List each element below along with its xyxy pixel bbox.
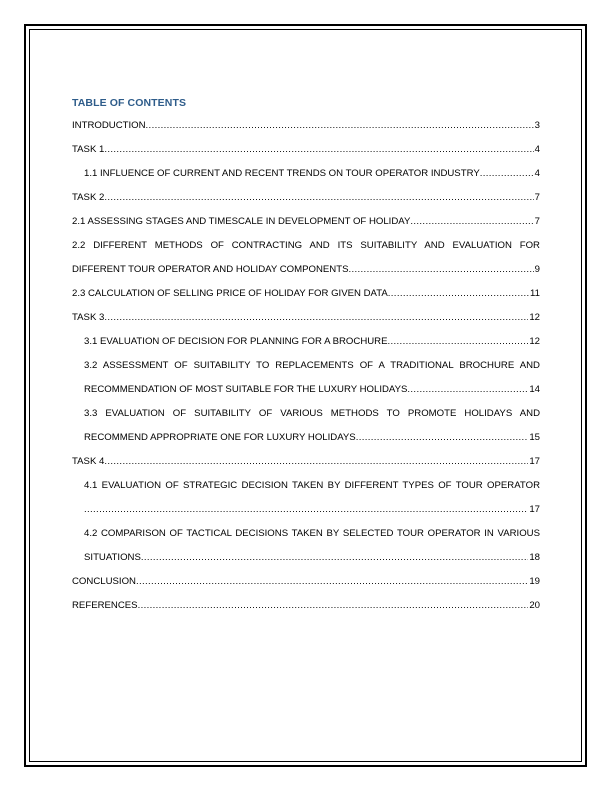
toc-entry-page: 4 [534, 144, 540, 155]
toc-entry-conclusion[interactable] [72, 570, 540, 594]
toc-entry-page: 7 [534, 192, 540, 203]
toc-entry-text: 1.1 INFLUENCE OF CURRENT AND RECENT TRENDS ON TOUR OPERATOR INDUSTRY [84, 168, 480, 179]
toc-entry-page: 19 [529, 576, 540, 587]
toc-entry-text: 2.1 ASSESSING STAGES AND TIMESCALE IN DEVELOPMENT OF HOLIDAY [72, 216, 411, 227]
toc-entry-page: 7 [534, 216, 540, 227]
toc-entry-page: 12 [529, 312, 540, 323]
toc-entry-text: SITUATIONS [84, 552, 141, 563]
toc-entry-text-line1: 4.2 COMPARISON OF TACTICAL DECISIONS TAKEN BY SELECTED TOUR OPERATOR IN VARIOUS [84, 528, 540, 539]
toc-entry-references[interactable] [72, 594, 540, 618]
dot-leader [146, 114, 534, 138]
toc-entry-text: DIFFERENT TOUR OPERATOR AND HOLIDAY COMPONENTS [72, 264, 349, 275]
toc-entry-page: 11 [530, 288, 540, 299]
toc-entry-page: 12 [529, 336, 540, 347]
toc-title: TABLE OF CONTENTS [72, 97, 187, 109]
dot-leader [388, 282, 529, 306]
dot-leader [138, 594, 529, 618]
dot-leader [480, 162, 534, 186]
toc-entry-2-3[interactable] [72, 282, 540, 306]
dot-leader [104, 186, 533, 210]
toc-entry-text: CONCLUSION [72, 576, 136, 587]
toc-entry-page: 9 [534, 264, 540, 275]
toc-entry-text-line1: 2.2 DIFFERENT METHODS OF CONTRACTING AND ITS SUITABILITY AND EVALUATION FOR [72, 240, 540, 251]
toc-entry-page: 20 [529, 600, 540, 611]
toc-entry-3-2[interactable] [72, 354, 540, 402]
toc-entry-task-1[interactable] [72, 138, 540, 162]
toc-entry-text: 3.1 EVALUATION OF DECISION FOR PLANNING FOR A BROCHURE [84, 336, 388, 347]
dot-leader [104, 450, 528, 474]
toc-entry-4-2[interactable] [72, 522, 540, 570]
toc-entry-page: 3 [534, 120, 540, 131]
toc-entry-text: TASK 4 [72, 456, 105, 467]
dot-leader [136, 570, 528, 594]
toc-entry-3-3[interactable] [72, 402, 540, 450]
toc-entry-task-4[interactable] [72, 450, 540, 474]
toc-entry-text: 2.3 CALCULATION OF SELLING PRICE OF HOLIDAY FOR GIVEN DATA [72, 288, 388, 299]
toc-entry-text: TASK 2 [72, 192, 105, 203]
toc-entry-4-1[interactable] [72, 474, 540, 522]
toc-entry-2-1[interactable] [72, 210, 540, 234]
dot-leader [410, 210, 533, 234]
toc-entry-1-1[interactable] [72, 162, 540, 186]
toc-entry-page: 17 [529, 504, 540, 515]
dot-leader [84, 498, 528, 522]
toc-entry-page: 17 [529, 456, 540, 467]
toc-entry-text: REFERENCES [72, 600, 138, 611]
table-of-contents [72, 96, 540, 618]
toc-entry-task-3[interactable] [72, 306, 540, 330]
toc-entry-page: 15 [529, 432, 540, 443]
toc-entry-text: TASK 3 [72, 312, 105, 323]
dot-leader [141, 546, 528, 570]
toc-entry-page: 14 [529, 384, 540, 395]
toc-entry-text-line1: 4.1 EVALUATION OF STRATEGIC DECISION TAKEN BY DIFFERENT TYPES OF TOUR OPERATOR [84, 480, 540, 491]
toc-entry-text: RECOMMENDATION OF MOST SUITABLE FOR THE LUXURY HOLIDAYS [84, 384, 408, 395]
dot-leader [348, 258, 533, 282]
toc-entry-text: INTRODUCTION [72, 120, 146, 131]
dot-leader [407, 378, 528, 402]
toc-entry-3-1[interactable] [72, 330, 540, 354]
dot-leader [104, 138, 533, 162]
toc-entry-text-line1: 3.2 ASSESSMENT OF SUITABILITY TO REPLACEMENTS OF A TRADITIONAL BROCHURE AND [84, 360, 540, 371]
toc-entry-page: 18 [529, 552, 540, 563]
dot-leader [388, 330, 529, 354]
dot-leader [356, 426, 529, 450]
toc-entry-task-2[interactable] [72, 186, 540, 210]
toc-entry-text: TASK 1 [72, 144, 105, 155]
toc-entry-text-line1: 3.3 EVALUATION OF SUITABILITY OF VARIOUS METHODS TO PROMOTE HOLIDAYS AND [84, 408, 540, 419]
toc-entry-page: 4 [534, 168, 540, 179]
dot-leader [104, 306, 528, 330]
toc-entry-introduction[interactable] [72, 114, 540, 138]
toc-entry-2-2[interactable] [72, 234, 540, 282]
toc-entry-text: RECOMMEND APPROPRIATE ONE FOR LUXURY HOLIDAYS [84, 432, 356, 443]
